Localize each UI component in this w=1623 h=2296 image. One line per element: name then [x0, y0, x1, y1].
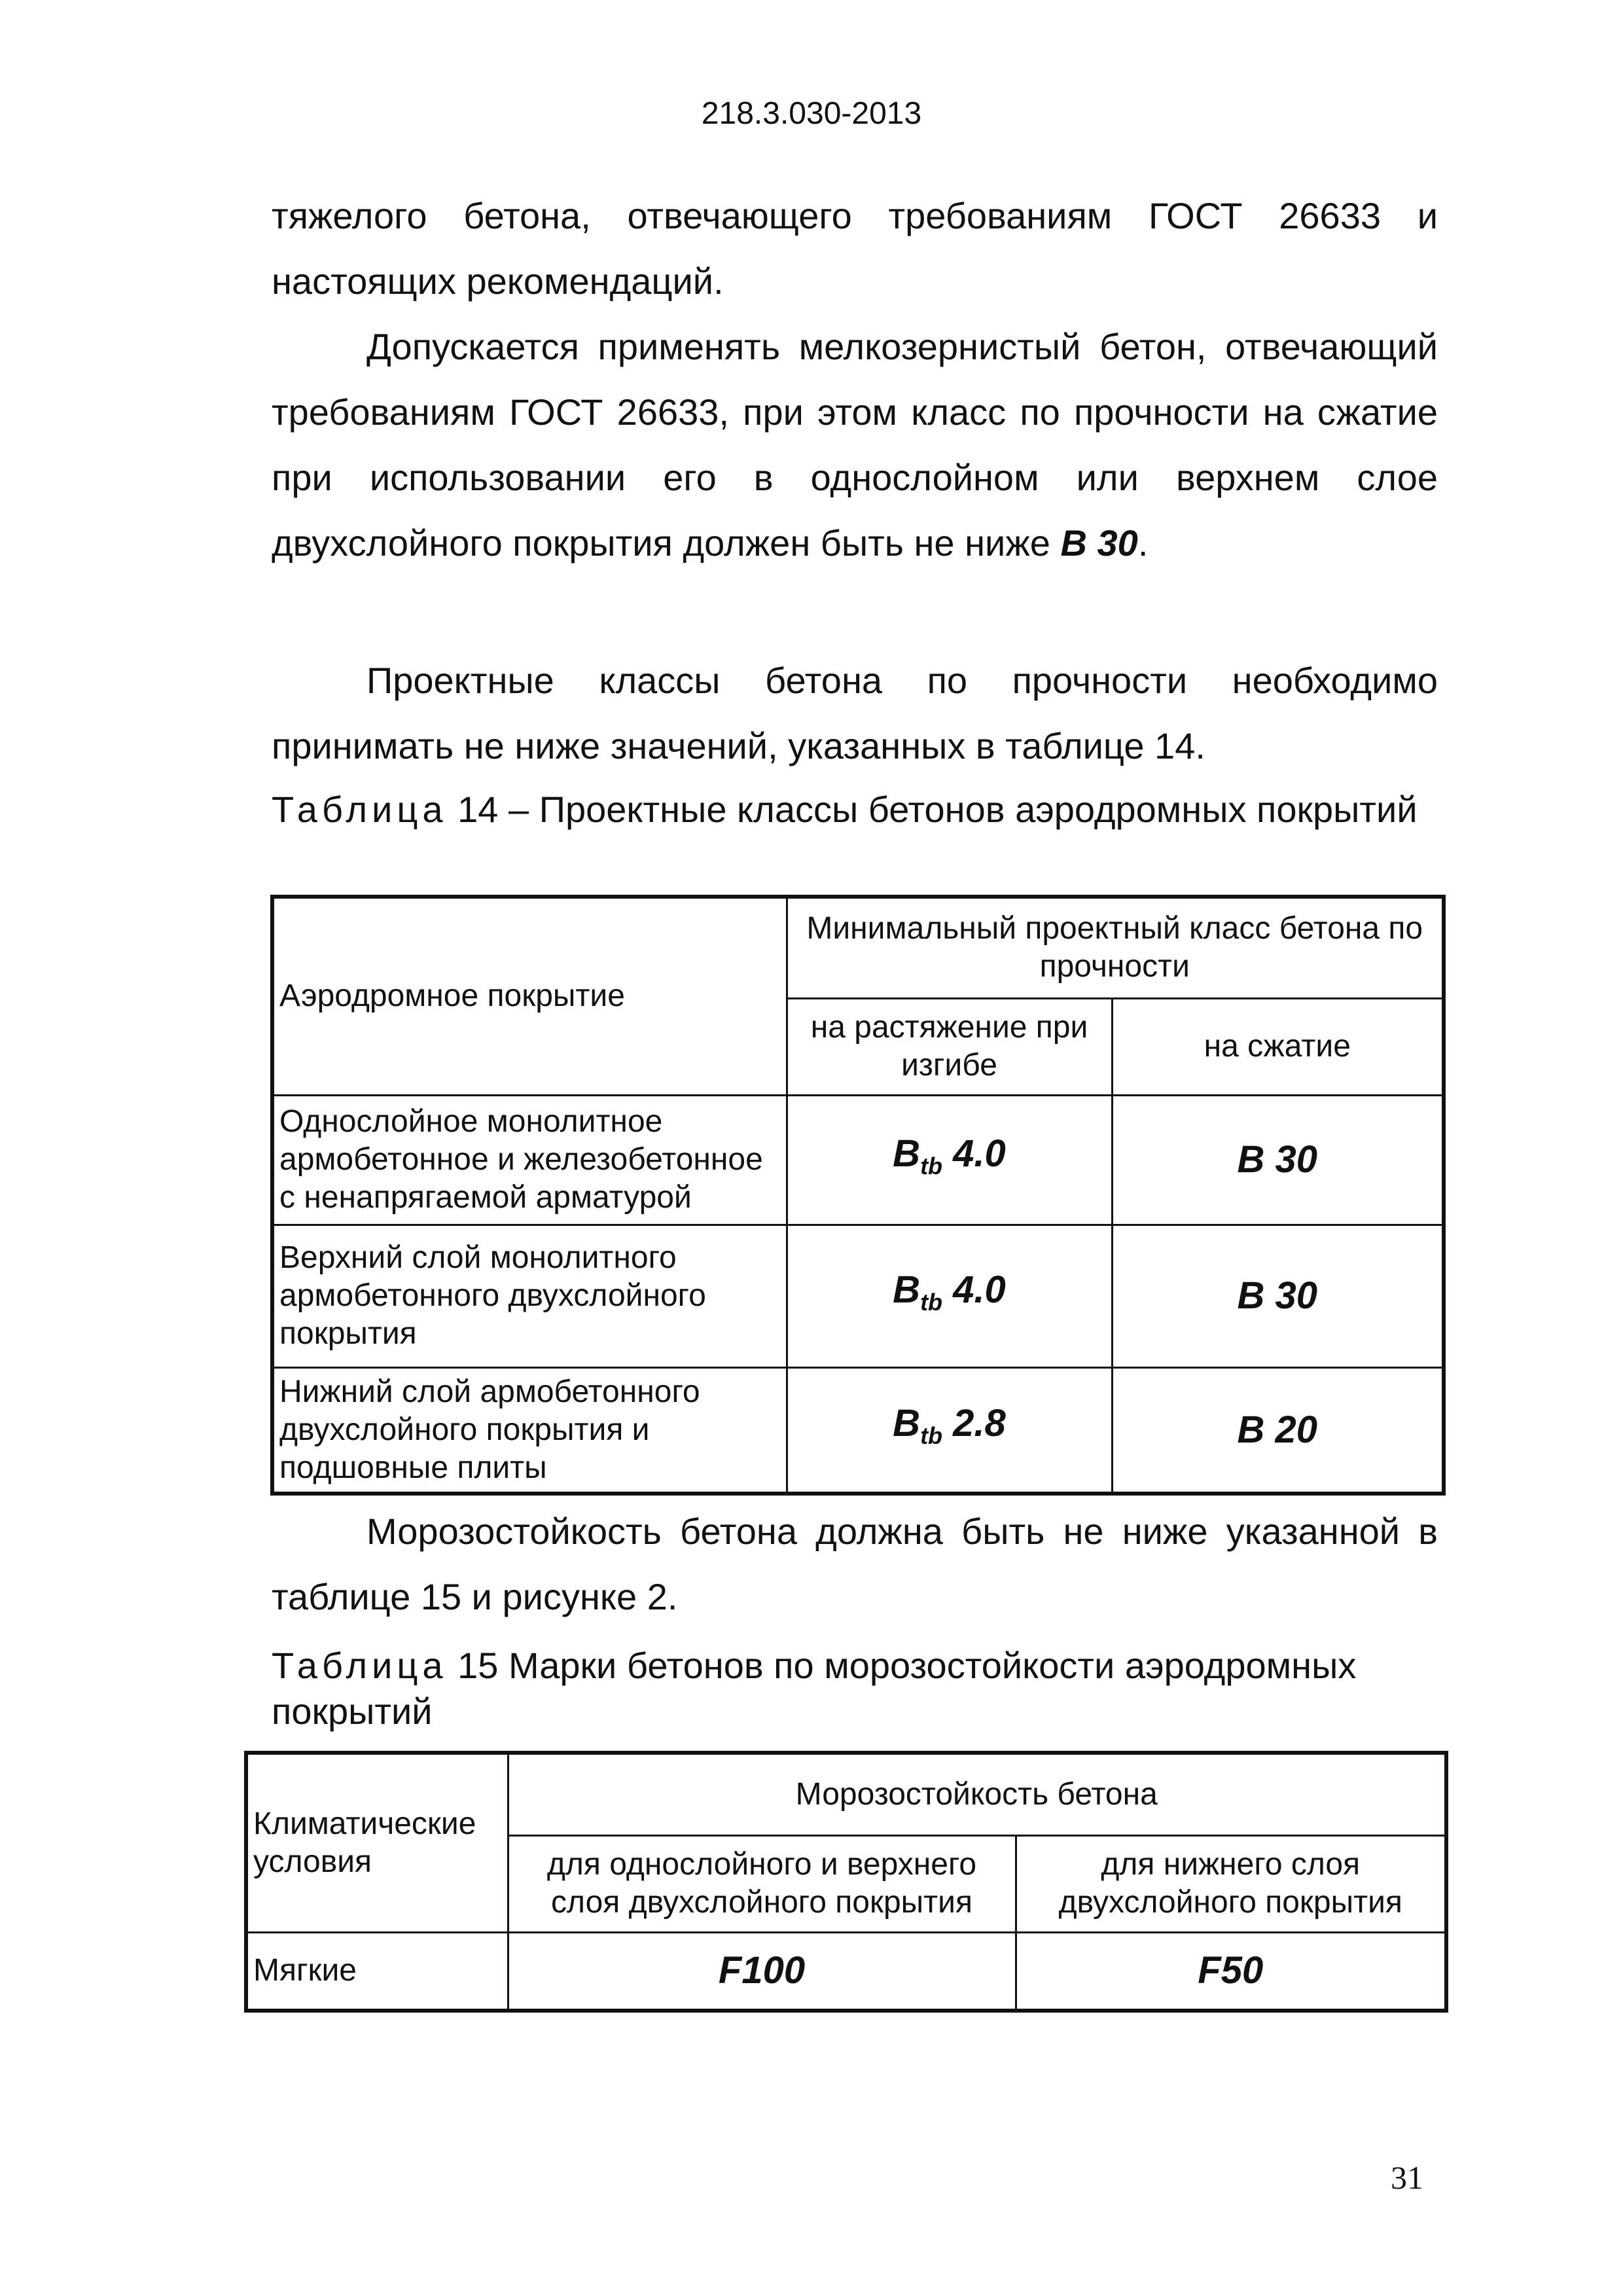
table-14	[270, 895, 1446, 1496]
table-15-row-1-upper: F100	[508, 1932, 1016, 2011]
table-15-row-1-climate: Мягкие	[246, 1932, 508, 2011]
document-header: 218.3.030-2013	[701, 96, 922, 131]
table-row	[272, 1367, 1444, 1494]
table-15-row-1-lower: F50	[1016, 1932, 1446, 2011]
table-row	[272, 1095, 1444, 1225]
table-15-caption	[272, 1643, 1438, 1734]
table-14-row-3-tension: $B_{tb}$ 2.8	[787, 1367, 1112, 1494]
paragraph-2	[272, 314, 1438, 576]
table-14-caption-text: 14 – Проектные классы бетонов аэродромных покрытий	[457, 789, 1418, 830]
table-14-row-2-compression: B 30	[1112, 1225, 1444, 1367]
table-14-caption-label: Таблица	[272, 789, 448, 830]
table-row	[246, 1932, 1446, 2011]
table-15-header-upper: для однослойного и верхнего слоя двухслойного покрытия	[508, 1835, 1016, 1932]
table-14-row-3-compression: B 20	[1112, 1367, 1444, 1494]
table-15-header-group: Морозостойкость бетона	[508, 1753, 1446, 1835]
paragraph-2-end: .	[1137, 522, 1149, 564]
table-14-row-1-name: Однослойное монолитное армобетонное и железобетонное с ненапрягаемой арматурой	[272, 1095, 787, 1225]
paragraph-2-text: Допускается применять мелкозернистый бетон, отвечающий требованиям ГОСТ 26633, при этом класс по прочности на сжатие при использовании его в однослойном или верхнем слое двухслойного покрытия должен быть не ниже	[272, 326, 1438, 564]
table-14-header-row-1	[272, 897, 1444, 998]
table-14-row-2-tension: $B_{tb}$ 4.0	[787, 1225, 1112, 1367]
table-14-header-group: Минимальный проектный класс бетона по прочности	[787, 897, 1444, 998]
table-row	[272, 1225, 1444, 1367]
table-15-caption-text: 15 Марки бетонов по морозостойкости аэродромных покрытий	[272, 1645, 1357, 1732]
table-14-row-1-tension: $B_{tb}$ 4.0	[787, 1095, 1112, 1225]
table-15-header-climate: Климатические условия	[246, 1753, 508, 1932]
table-14-row-1-compression: B 30	[1112, 1095, 1444, 1225]
paragraph-4: Морозостойкость бетона должна быть не ниже указанной в таблице 15 и рисунке 2.	[272, 1511, 1438, 1617]
table-14-caption	[272, 787, 1438, 833]
paragraph-2-class-value: B 30	[1060, 522, 1138, 564]
table-15-header-lower: для нижнего слоя двухслойного покрытия	[1016, 1835, 1446, 1932]
page-number: 31	[1391, 2159, 1423, 2196]
paragraph-1: тяжелого бетона, отвечающего требованиям ГОСТ 26633 и настоящих рекомендаций.	[272, 195, 1438, 302]
table-14-header-tension: на растяжение при изгибе	[787, 998, 1112, 1095]
table-15	[244, 1751, 1448, 2013]
table-14-header-coating: Аэродромное покрытие	[272, 897, 787, 1095]
table-14-row-3-name: Нижний слой армобетонного двухслойного покрытия и подшовные плиты	[272, 1367, 787, 1494]
table-14-row-2-name: Верхний слой монолитного армобетонного двухслойного покрытия	[272, 1225, 787, 1367]
table-15-caption-label: Таблица	[272, 1645, 448, 1686]
paragraph-3: Проектные классы бетона по прочности необходимо принимать не ниже значений, указанных в таблице 14.	[272, 660, 1438, 766]
table-14-header-compression: на сжатие	[1112, 998, 1444, 1095]
table-15-header-row-1	[246, 1753, 1446, 1835]
